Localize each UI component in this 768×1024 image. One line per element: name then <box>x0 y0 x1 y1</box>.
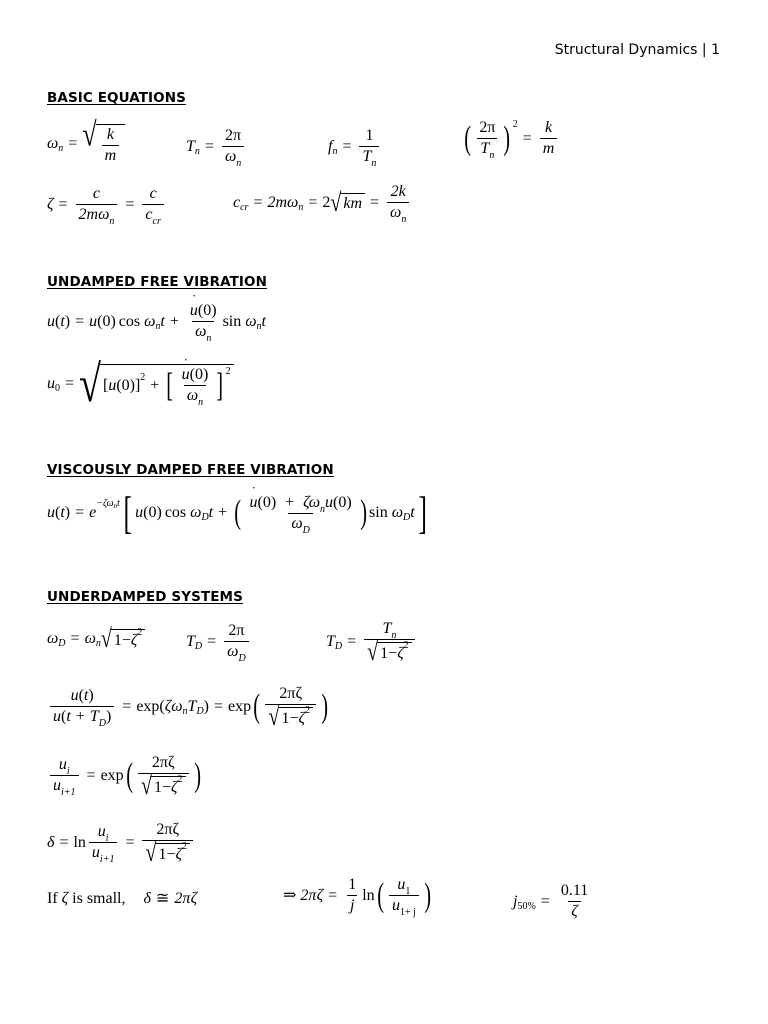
eq-damped-period: T D = $\frac{2\pi}{\omega_D}$ <box>186 623 252 660</box>
eq-damped-response: u ( t ) = e $-\zeta\omega_nt$ [ u ( 0 ) cos ω D t + ( $\frac{u ˙(0) + \zeta\omega_nu(0)}{\omega_D}$ ) sin ω D t ] <box>47 490 430 536</box>
eq-small-damping-condition: If ζ is small, δ ≅ 2πζ <box>47 890 198 907</box>
eq-natural-frequency: ω n = √ $\frac{k}{m}$ <box>47 124 125 164</box>
section-basic-equations: BASIC EQUATIONS <box>47 90 186 106</box>
eq-critical-damping: c cr = 2m ω n = 2 √ km = $\frac{2k}{\omega_n}$ <box>233 184 412 221</box>
page-header: Structural Dynamics | 1 <box>554 42 720 58</box>
eq-displacement-ratio: $\frac{u(t)}{u(t + T_D)}$ = exp ( ζ ω n T D ) = exp ( 2πζ √ 1 − ζ 2 ) <box>47 686 330 727</box>
eq-damped-period-alt: T D = $T_n$ √ 1 − ζ 2 <box>326 621 418 662</box>
eq-successive-peaks: $\frac{u_i}{u_{i+1}}$ = exp ( 2πζ √ 1 − ζ 2 ) <box>47 755 203 796</box>
section-undamped-free-vibration: UNDAMPED FREE VIBRATION <box>47 274 267 290</box>
eq-undamped-amplitude: u 0 = √ [ u ( 0 ) ] 2 + [ $\frac{u ˙(0)}{\omega_n}$ ] 2 <box>47 364 234 404</box>
eq-damped-frequency: ω D = ω n √ 1 − ζ 2 <box>47 629 145 649</box>
section-viscously-damped-free-vibration: VISCOUSLY DAMPED FREE VIBRATION <box>47 462 334 478</box>
eq-damping-ratio: ζ = $\frac{c}{2m\omega_n}$ = $\frac{c}{c_{cr}}$ <box>47 186 167 223</box>
eq-cycles-to-half-amplitude: j 50% = $\frac{0.11}{\zeta}$ <box>513 882 589 920</box>
eq-period-squared: ( $\frac{2\pi}{T_n}$ ) 2 = $\frac{k}{m}$ <box>462 120 560 157</box>
eq-damping-from-j-cycles: ⇒ 2πζ = $\frac{1}{j}$ ln ( $\frac{u_1}{u_{1+ j}}$ ) <box>283 876 431 918</box>
section-underdamped-systems: UNDERDAMPED SYSTEMS <box>47 589 243 605</box>
eq-undamped-response: u ( t ) = u ( 0 ) cos ω n t + $\frac{u ˙(0)}{\omega_n}$ sin ω n t <box>47 303 266 340</box>
eq-natural-cyclic-frequency: f n = $\frac{1}{T_n}$ <box>328 128 382 165</box>
eq-natural-period: T n = $\frac{2\pi}{\omega_n}$ <box>186 128 247 165</box>
eq-log-decrement: δ = ln $\frac{u_i}{u_{i+1}}$ = 2πζ √ 1 − ζ 2 <box>47 822 196 863</box>
